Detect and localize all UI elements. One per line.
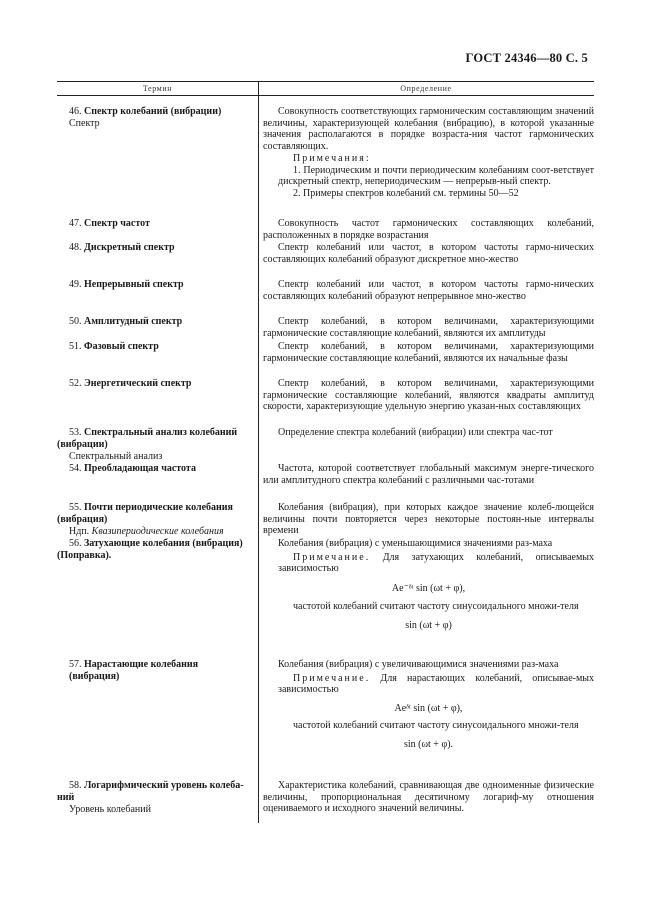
term-name: Фазовый спектр: [84, 341, 159, 352]
column-divider: [258, 81, 259, 823]
definition-text: Спектр колебаний или частот, в котором частоты гармо-нических составляющих колебаний образуют дискретное мно-жество: [263, 242, 594, 265]
table-header-rule: [57, 95, 594, 96]
note-text: частотой колебаний считают частоту синусоидального множи-теля: [293, 719, 579, 731]
definition-text: Спектр колебаний, в котором величинами, характеризующими гармонические составляющие колебаний, являются их амплитуды: [263, 316, 594, 339]
term-number: 51.: [69, 341, 82, 352]
term-number: 53.: [69, 427, 82, 438]
term-number: 56.: [69, 538, 82, 549]
term-name: Преобладающая частота: [84, 463, 196, 474]
term-number: 58.: [69, 780, 82, 791]
definition-text: Спектр колебаний, в котором величинами, характеризующими гармонические составляющие колебаний, являются квадраты амплитуд скорости, характеризующие удельную энергию указан-ных составляющих: [263, 378, 594, 413]
formula: Aeᵟᵗ sin (ωt + φ),: [394, 703, 463, 715]
page-header: ГОСТ 24346—80 С. 5: [465, 51, 588, 65]
column-header-term: Термин: [142, 84, 173, 93]
formula: sin (ωt + φ).: [403, 738, 454, 750]
term-name: Амплитудный спектр: [84, 316, 183, 327]
definition-text: Спектр колебаний, в котором величинами, характеризующими гармонические составляющие колебаний, являются их начальные фазы: [263, 341, 594, 364]
column-header-definition: Определение: [400, 84, 452, 93]
note-heading: Примечание.: [293, 672, 371, 684]
term-number: 55.: [69, 502, 82, 513]
formula: sin (ωt + φ): [405, 619, 452, 631]
term-name: Нарастающие колебания (вибрация): [69, 659, 199, 682]
definition-text: Совокупность частот гармонических составляющих колебаний, расположенных в порядке возрастания: [263, 218, 594, 241]
term-name-continued: (Поправка).: [57, 550, 112, 561]
definition-text: Спектр колебаний или частот, в котором частоты гармо-нических составляющих колебаний образуют непрерывное мно-жество: [263, 279, 594, 302]
term-name-continued: (вибрация): [57, 514, 108, 525]
term-name: Энергетический спектр: [84, 378, 192, 389]
term-name: Спектр частот: [84, 218, 150, 229]
note-heading: Примечание.: [293, 551, 371, 563]
term-name-continued: ний: [57, 792, 75, 803]
term-name: Спектр колебаний (вибрации): [84, 106, 222, 117]
term-definition: [263, 538, 594, 631]
term-name: Почти периодические колебания: [84, 502, 233, 513]
note-text: частотой колебаний считают частоту синусоидального множи-теля: [293, 600, 579, 612]
definition-text: Определение спектра колебаний (вибрации) или спектра час-тот: [278, 427, 553, 438]
note-text: Для нарастающих колебаний, описывае-мых зависимостью: [278, 672, 595, 696]
ndp-label: Ндп.: [69, 526, 90, 537]
term-name: Непрерывный спектр: [84, 279, 184, 290]
term-definition: [263, 106, 594, 200]
term-name: Логарифмический уровень колеба-: [84, 780, 244, 791]
definition-text: Колебания (вибрация) с уменьшающимися значениями раз-маха: [278, 538, 553, 549]
definition-text: Совокупность соответствующих гармоническим составляющим значений величины, характеризующей колебания (вибрацию), в которой указанные значения располагаются в порядке возраста-ния частот гармонических составляющих.: [263, 106, 594, 153]
term-name: Дискретный спектр: [84, 242, 175, 253]
ndp-term: Квазипериодические колебания: [91, 526, 224, 537]
term-number: 49.: [69, 279, 82, 290]
term-synonym: Спектральный анализ: [69, 451, 163, 462]
term-number: 57.: [69, 659, 82, 670]
note-text: 1. Периодическим и почти периодическим колебаниям соот-ветствует дискретный спектр, непериодическим — непрерыв-ный спектр.: [278, 164, 594, 188]
formula: Ae⁻ᵟᵗ sin (ωt + φ),: [391, 583, 466, 595]
term-name-continued: (вибрации): [57, 439, 108, 450]
table-top-rule: [57, 81, 594, 82]
definition-text: Колебания (вибрация), при которых каждое значение колеб-лющейся величины почти повторяется через некоторые постоян-ные интервалы времени: [263, 502, 594, 537]
term-definition: [263, 659, 594, 750]
definition-text: Характеристика колебаний, сравнивающая две одноименные физические величины, пропорциональная десятичному логариф-му отношения оцениваемого и исходного значений величины.: [263, 780, 594, 815]
term-number: 50.: [69, 316, 82, 327]
term-number: 47.: [69, 218, 82, 229]
term-synonym: Спектр: [69, 118, 100, 129]
term-number: 54.: [69, 463, 82, 474]
term-synonym: Уровень колебаний: [69, 804, 151, 815]
definition-text: Колебания (вибрация) с увеличивающимися значениями раз-маха: [278, 659, 559, 670]
term-name: Спектральный анализ колебаний: [84, 427, 238, 438]
note-text: 2. Примеры спектров колебаний см. термины 50—52: [293, 187, 519, 199]
term-number: 48.: [69, 242, 82, 253]
definition-text: Частота, которой соответствует глобальный максимум энерге-тического или амплитудного спектра колебаний с различными час-тотами: [263, 463, 594, 486]
term-number: 52.: [69, 378, 82, 389]
note-heading: Примечания:: [293, 152, 371, 164]
term-name: Затухающие колебания (вибрация): [84, 538, 243, 549]
term-number: 46.: [69, 106, 82, 117]
note-text: Для затухающих колебаний, описываемых зависимостью: [278, 551, 595, 575]
